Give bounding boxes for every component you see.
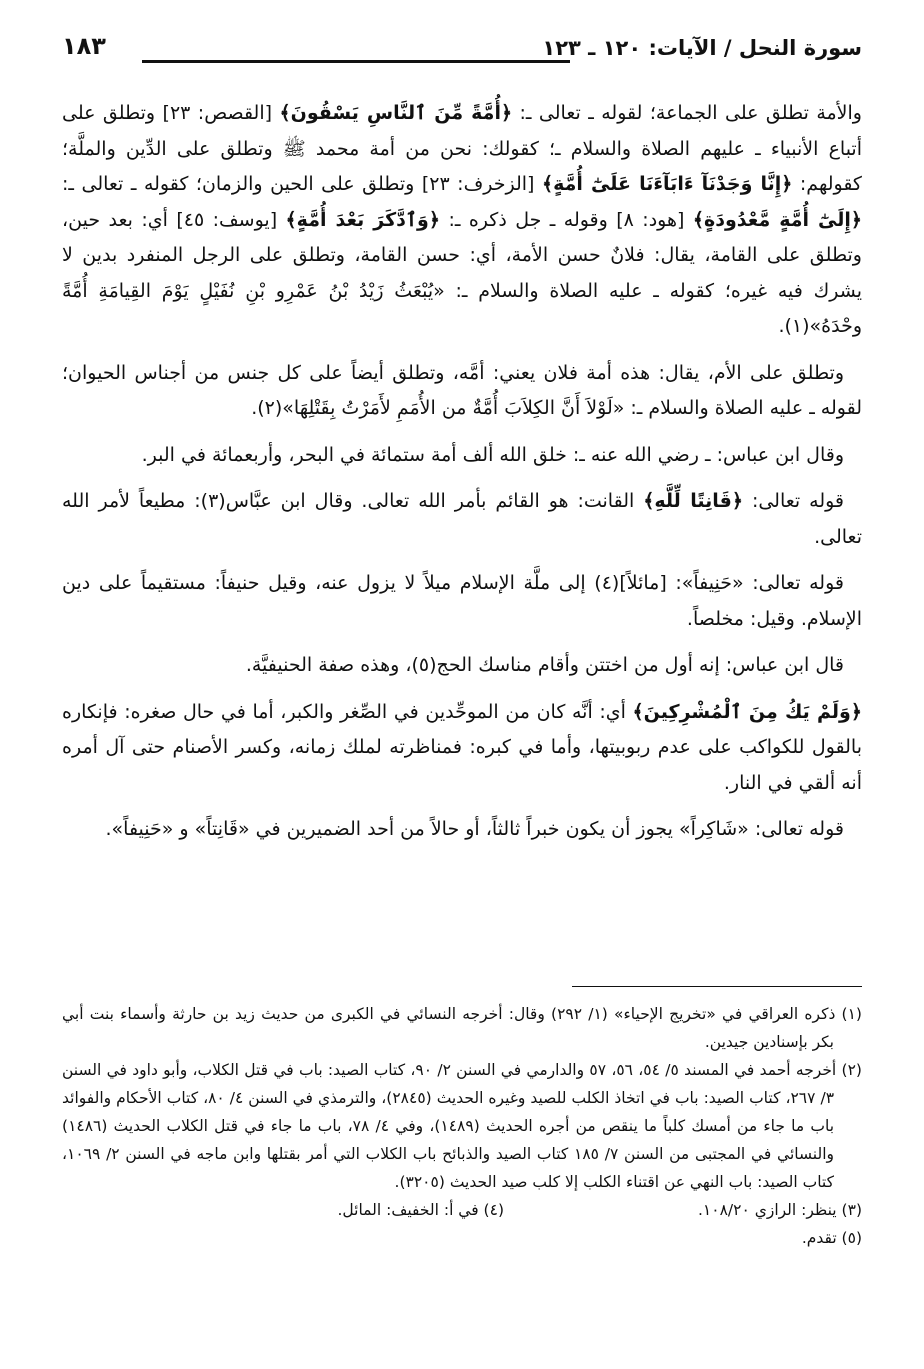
paragraph-mother-animals: وتطلق على الأم، يقال: هذه أمة فلان يعني: أمَّه، وتطلق أيضاً على كل جنس من أجناس الحيوان؛ لقوله ـ عليه الصلاة والسلام ـ: «لَوْلاَ أَنَّ الكِلاَبَ أُمَّةٌ من الأُمَمِ لأَمَرْتُ بِقَتْلِهَا»(٢).	[62, 361, 862, 419]
footnote-row	[62, 1196, 862, 1224]
main-text	[62, 96, 862, 859]
quran-quote: ﴿وَٱدَّكَرَ بَعْدَ أُمَّةٍ﴾	[285, 208, 441, 231]
footnote-separator	[572, 986, 862, 987]
footnote-5: (٥) تقدم.	[801, 1229, 862, 1247]
quran-quote: ﴿إِنَّا وَجَدْنَآ ءَابَآءَنَا عَلَىٰٓ أُمَّةٍ﴾	[542, 173, 793, 195]
running-title: سورة النحل / الآيات: ١٢٠ ـ ١٢٣	[542, 36, 862, 60]
quran-quote: ﴿أُمَّةً مِّنَ ٱلنَّاسِ يَسْقُونَ﴾	[279, 102, 513, 124]
paragraph-ummah-meanings: والأمة تطلق على الجماعة؛ لقوله ـ تعالى ـ: ﴿أُمَّةً مِّنَ ٱلنَّاسِ يَسْقُونَ﴾ [القصص: ٢٣] وتطلق على أتباع الأنبياء ـ عليهم الصلاة والسلام ـ؛ كقولك: نحن من أمة محمد ﷺ وتطلق على الدِّين والملَّة؛ كقولهم: ﴿إِنَّا وَجَدْنَآ ءَابَآءَنَا عَلَىٰٓ أُمَّةٍ﴾ [الزخرف: ٢٣] وتطلق على الحين والزمان؛ كقوله ـ تعالى ـ: ﴿إِلَىٰٓ أُمَّةٍ مَّعْدُودَةٍ﴾ [هود: ٨] وقوله ـ جل ذكره ـ: ﴿وَٱدَّكَرَ بَعْدَ أُمَّةٍ﴾ [يوسف: ٤٥] أي: بعد حين، وتطلق على القامة، يقال: فلانٌ حسن الأمة، أي: حسن القامة، وتطلق على الرجل المنفرد بدين لا يشرك فيه غيره؛ كقوله ـ عليه الصلاة والسلام ـ: «يُبْعَثُ زَيْدُ بْنُ عَمْرِو بْنِ نُفَيْلٍ يَوْمَ القِيامَةِ أُمَّةً وحْدَهُ»(١).	[62, 102, 863, 337]
header-rule	[142, 60, 570, 63]
paragraph-ibn-abbas: وقال ابن عباس: ـ رضي الله عنه ـ: خلق الله ألف أمة ستمائة في البحر، وأربعمائة في البر.	[141, 443, 844, 466]
paragraph-not-polytheist: ﴿وَلَمْ يَكُ مِنَ ٱلْمُشْرِكِينَ﴾ أي: أنَّه كان من الموحِّدين في الصِّغر والكبر، أما في حال صغره: فإنكاره بالقول للكواكب على عدم ربوبيتها، وأما في كبره: فمناظرته لملك زمانه، وكسر الأصنام حتى آل أمره أنه ألقي في النار.	[62, 700, 862, 794]
footnote-1: (١) ذكره العراقي في «تخريج الإحياء» (١/ ٢٩٢) وقال: أخرجه النسائي في الكبرى من حديث زيد بن حارثة وأسماء بنت أبي بكر بإسنادين جيدين.	[62, 1005, 862, 1051]
footnotes	[62, 1000, 862, 1252]
quran-quote: ﴿قَانِتًا لِّلَّهِ﴾	[643, 490, 743, 512]
paragraph-hanif: قوله تعالى: «حَنِيفاً»: [مائلاً](٤) إلى ملَّة الإسلام ميلاً لا يزول عنه، وقيل حنيفاً: مستقيماً على دين الإسلام. وقيل: مخلصاً.	[62, 572, 862, 630]
page-header	[62, 30, 862, 70]
quran-quote: ﴿إِلَىٰٓ أُمَّةٍ مَّعْدُودَةٍ﴾	[692, 208, 863, 231]
page-number: ١٨٣	[62, 32, 106, 60]
footnote-2: (٢) أخرجه أحمد في المسند ٥/ ٥٤، ٥٦، ٥٧ والدارمي في السنن ٢/ ٩٠، كتاب الصيد: باب في قتل الكلاب، وأبو داود في السنن ٣/ ٢٦٧، كتاب الصيد: باب في اتخاذ الكلب للصيد وغيره الحديث (٢٨٤٥)، والترمذي في السنن ٤/ ٨٠، كتاب الأحكام والفوائد باب ما جاء من أمسك كلباً ما ينقص من أجره الحديث (١٤٨٩)، وفي ٤/ ٧٨، باب ما جاء في قتل الكلاب الحديث (١٤٨٦) والنسائي في المجتبى من السنن ٧/ ١٨٥ كتاب الصيد والذبائح باب الكلاب التي أمر بقتلها وابن ماجه في السنن ٢/ ١٠٦٩، كتاب الصيد: باب النهي عن اقتناء الكلب إلا كلب صيد الحديث (٣٢٠٥).	[62, 1061, 862, 1191]
paragraph-shakir: قوله تعالى: «شَاكِراً» يجوز أن يكون خبراً ثالثاً، أو حالاً من أحد الضميرين في «قَانِتاً» و «حَنِيفاً».	[105, 818, 844, 840]
footnote-4: (٤) في أ: الخفيف: المائل.	[337, 1201, 504, 1219]
quran-quote: ﴿وَلَمْ يَكُ مِنَ ٱلْمُشْرِكِينَ﴾	[632, 700, 862, 723]
paragraph-qanit: قوله تعالى: ﴿قَانِتًا لِّلَّهِ﴾ القانت: هو القائم بأمر الله تعالى. وقال ابن عبَّاس(٣): مطيعاً لأمر الله تعالى.	[62, 490, 862, 548]
paragraph-circumcision: قال ابن عباس: إنه أول من اختتن وأقام مناسك الحج(٥)، وهذه صفة الحنيفيَّة.	[245, 654, 844, 676]
footnote-3: (٣) ينظر: الرازي ١٠٨/٢٠.	[697, 1201, 862, 1219]
